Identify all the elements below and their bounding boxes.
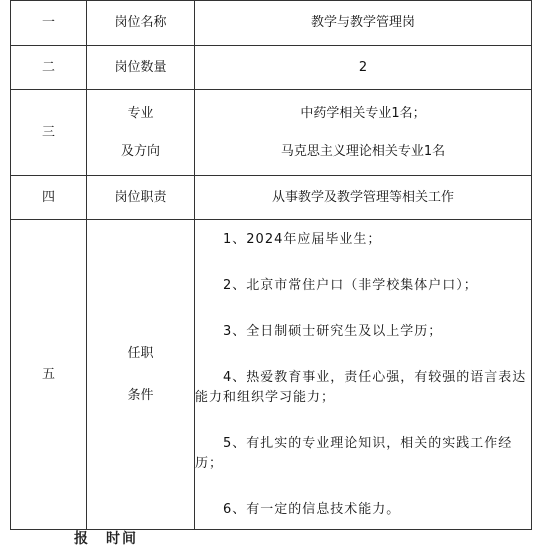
job-info-table (10, 0, 532, 530)
label-line: 专业 (127, 105, 154, 121)
label-line: 任职 (127, 345, 154, 361)
row-position-name (11, 1, 532, 46)
row-duties (11, 176, 532, 220)
row-major (11, 90, 532, 176)
row-label: 岗位职责 (87, 176, 195, 220)
value-line: 中药学相关专业1名； (300, 105, 426, 121)
row-number: 四 (11, 176, 87, 220)
row-label (87, 90, 195, 176)
row-value (195, 90, 532, 176)
label-line: 条件 (127, 387, 154, 403)
row-label: 岗位数量 (87, 46, 195, 90)
row-requirements (11, 220, 532, 530)
cutoff-heading: 报 时间 (74, 531, 138, 547)
row-value: 从事教学及教学管理等相关工作 (195, 176, 532, 220)
row-value: 教学与教学管理岗 (195, 1, 532, 46)
requirement-item: 3、全日制硕士研究生及以上学历； (223, 323, 443, 339)
requirement-item: 1、2024年应届毕业生； (223, 231, 382, 247)
row-position-count (11, 46, 532, 90)
requirement-item: 5、有扎实的专业理论知识，相关的实践工作经历； (195, 435, 513, 471)
row-number: 二 (11, 46, 87, 90)
row-label: 岗位名称 (87, 1, 195, 46)
requirement-item: 2、北京市常住户口（非学校集体户口）； (223, 277, 478, 293)
row-number: 三 (11, 90, 87, 176)
requirements-list (195, 220, 532, 530)
value-line: 马克思主义理论相关专业1名 (280, 143, 446, 159)
requirement-item: 6、有一定的信息技术能力。 (223, 501, 401, 517)
row-number: 五 (11, 220, 87, 530)
row-number: 一 (11, 1, 87, 46)
row-label (87, 220, 195, 530)
label-line: 及方向 (120, 143, 160, 159)
row-value: 2 (195, 46, 532, 90)
requirement-item: 4、热爱教育事业，责任心强，有较强的语言表达能力和组织学习能力； (195, 369, 527, 405)
